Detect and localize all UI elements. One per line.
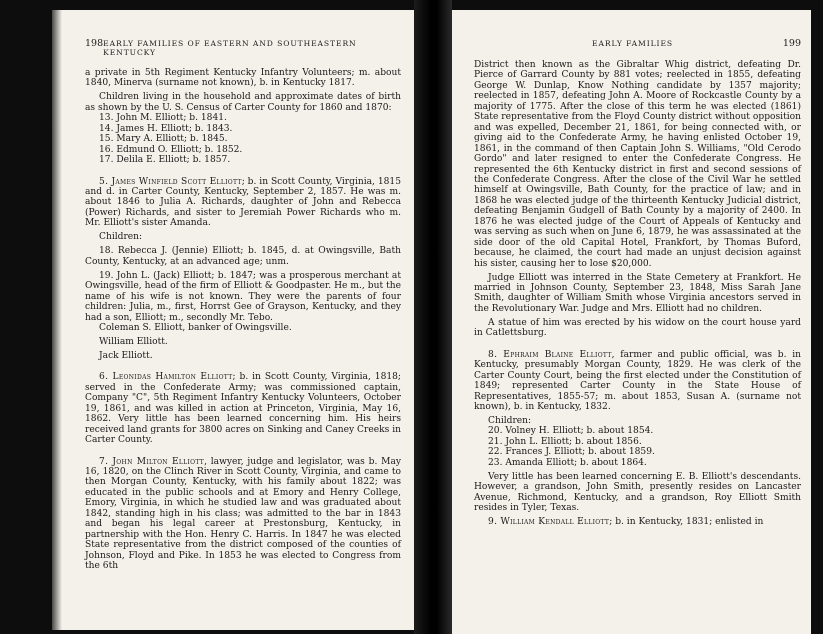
paragraph: Judge Elliott was interred in the State Cemetery at Frankfort. He married in Johnson County, September 23, 1848, Miss Sarah Jane Smith, daughter of William Smith whose Virginia ancestors served in the Revolutionary War. Judge and Mrs. Elliott had no children. xyxy=(474,272,801,314)
children-list xyxy=(85,113,401,165)
paragraph: a private in 5th Regiment Kentucky Infantry Volunteers; m. about 1840, Minerva (surname not known), b. in Kentucky 1817. xyxy=(85,68,401,89)
child-entry: 18. Rebecca J. (Jennie) Elliott; b. 1845, d. at Owingsville, Bath County, Kentucky, at an advanced age; unm. xyxy=(85,246,401,267)
entry-text: , farmer and public official, was b. in Kentucky, presumably Morgan County, 1829. He was clerk of the Carter County Court, being the first elected under the Constitution of 1849; represented Carter County in the State House of Representatives, 1855-57; m. about 1853, Susan A. (surname not known), b. in Kentucky, 1832. xyxy=(474,349,801,413)
list-item: 13. John M. Elliott; b. 1841. xyxy=(99,113,227,124)
entry-name: 5. James Winfield Scott Elliott xyxy=(99,176,242,187)
children-label: Children: xyxy=(488,416,532,426)
list-item: 23. Amanda Elliott; b. about 1864. xyxy=(488,457,647,468)
left-page-number: 198 xyxy=(85,38,104,49)
list-item: 14. James H. Elliott; b. 1843. xyxy=(99,123,233,134)
list-item: Coleman S. Elliott, banker of Owingsville. xyxy=(99,322,292,333)
entry-name: 8. Ephraim Blaine Elliott xyxy=(488,349,612,360)
child-entry: 19. John L. (Jack) Elliott; b. 1847; was a prosperous merchant at Owingsville, head of the firm of Elliott & Goodpaster. He m., but the name of his wife is not known. They were the parents of four children: Julia, m., first, Horrst Gee of Grayson, Kentucky, and they had a son, Elliott; m., secondly Mr. Tebo. xyxy=(85,270,401,323)
children-list xyxy=(474,426,801,468)
right-page-header xyxy=(474,38,801,49)
left-page-header xyxy=(85,38,401,57)
entry-text: ; b. in Scott County, Virginia, 1815 and d. in Carter County, Kentucky, September 2, 1857. He was m. about 1846 to Julia A. Richards, daughter of John and Rebecca (Power) Richards, and sister to Jeremiah Power Richards who m. Mr. Elliott's sister Amanda. xyxy=(85,176,401,229)
list-item: 21. John L. Elliott; b. about 1856. xyxy=(488,436,642,447)
paragraph: Very little has been learned concerning E. B. Elliott's descendants. However, a grandson, John Smith, presently resides on Lancaster Avenue, Richmond, Kentucky, and a grandson, Roy Elliott Smith resides in Tyler, Texas. xyxy=(474,471,801,514)
entry-7 xyxy=(85,457,401,572)
paragraph: A statue of him was erected by his widow on the court house yard in Catlettsburg. xyxy=(474,317,801,339)
children-label: Children: xyxy=(99,232,143,243)
left-running-head: EARLY FAMILIES OF EASTERN AND SOUTHEASTERN KENTUCKY xyxy=(103,39,357,57)
left-page-text xyxy=(85,68,401,571)
left-page xyxy=(52,10,414,630)
entry-text: ; b. in Kentucky, 1831; enlisted in xyxy=(609,517,764,528)
entry-6 xyxy=(85,372,401,445)
list-item: 16. Edmund O. Elliott; b. 1852. xyxy=(99,144,243,155)
entry-name: 9. William Kendall Elliott xyxy=(488,517,610,528)
list-item: William Elliott. xyxy=(99,336,168,347)
list-item: 20. Volney H. Elliott; b. about 1854. xyxy=(488,426,654,437)
entry-5 xyxy=(85,177,401,229)
entry-name: 6. Leonidas Hamilton Elliott xyxy=(99,372,233,383)
list-item: 17. Delila E. Elliott; b. 1857. xyxy=(99,155,231,166)
entry-9 xyxy=(474,517,801,527)
book-gutter xyxy=(414,0,452,634)
entry-name: 7. John Milton Elliott xyxy=(99,456,205,467)
list-item: 22. Frances J. Elliott; b. about 1859. xyxy=(488,447,655,458)
entry-8 xyxy=(474,350,801,413)
list-item: Jack Elliott. xyxy=(99,350,153,361)
paragraph: Children living in the household and approximate dates of birth as shown by the U. S. Census of Carter County for 1860 and 1870: xyxy=(85,92,401,113)
right-page-text xyxy=(474,60,801,528)
entry-text: , lawyer, judge and legislator, was b. May 16, 1820, on the Clinch River in Scott County, Virginia, and came to then Morgan County, Kentucky, with his family about 1822; was educated in the public schools and at Emory and Henry College, Emory, Virginia, in which he studied law and was graduated about 1842, standing high in his class; was admitted to the bar in 1843 and began his legal career at Prestonsburg, Kentucky, in partnership with the Hon. Henry C. Harris. In 1847 he was elected State representative from the district composed of the counties of Johnson, Floyd and Pike. In 1853 he was elected to Congress from the 6th xyxy=(85,456,401,572)
entry-text: ; b. in Scott County, Virginia, 1818; served in the Confederate Army; was commissioned captain, Company "C", 5th Regiment Infantry Kentucky Volunteers, October 19, 1861, and was killed in action at Princeton, Virginia, May 16, 1862. Very little has been learned concerning him. His heirs received land grants for 3800 acres on Sinking and Caney Creeks in Carter County. xyxy=(85,372,401,446)
right-page xyxy=(452,10,811,634)
list-item: 15. Mary A. Elliott; b. 1845. xyxy=(99,134,228,145)
paragraph: District then known as the Gibraltar Whig district, defeating Dr. Pierce of Garrard County by 881 votes; reelected in 1855, defeating George W. Dunlap, Know Nothing candidate by 1357 majority; reelected in 1857, defeating John A. Moore of Rockcastle County by a majority of 1775. After the close of this term he was elected (1861) State representative from the Floyd County district without opposition and was expelled, December 21, 1861, for being connected with, or giving aid to the Confederate Army, he having enlisted October 19, 1861, in the command of then Captain John S. Williams, "Old Cerodo Gordo" and later resigned to enter the Confederate Congress. He represented the 6th Kentucky district in first and second sessions of the Confederate Congress. After the close of the Civil War he settled himself at Owingsville, Bath County, for the practice of law; and in 1868 he was elected judge of the thirteenth Kentucky Judicial district, defeating Benjamin Gudgell of Bath County by a majority of 2400. In 1876 he was elected judge of the Court of Appeals of Kentucky and was serving as such when on June 6, 1879, he was assassinated at the side door of the old Capital Hotel, Frankfort, by Thomas Buford, because, he claimed, the court had made an unjust decision against his sister, causing her to lose $20,000. xyxy=(474,60,801,269)
right-running-head: EARLY FAMILIES xyxy=(592,39,673,48)
right-page-number: 199 xyxy=(782,38,801,49)
